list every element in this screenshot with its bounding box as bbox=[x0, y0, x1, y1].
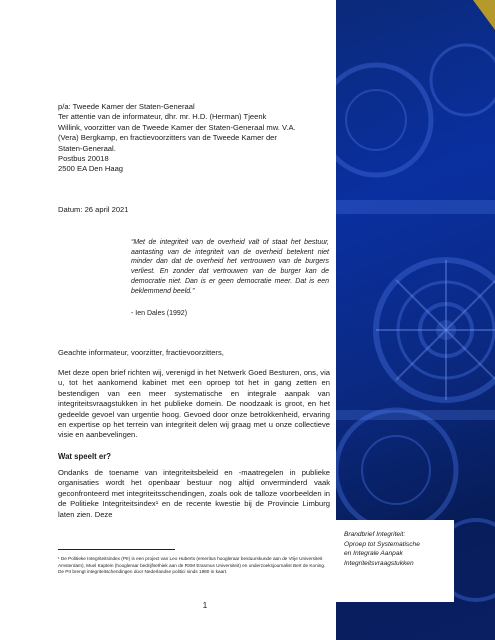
opening-quote: “Met de integriteit van de overheid valt of staat het bestuur, aantasting van de integriteit van de overheid betekent niet minder dan dat de overheid het vertrouwen van de burgers verliest. En zonder dat vertrouwen van de burger kan de democratie niet. Dan is er geen democratie meer. Dat is een beklemmend beeld.” bbox=[131, 239, 329, 295]
address-line: 2500 EA Den Haag bbox=[58, 164, 124, 174]
section-heading: Wat speelt er? bbox=[58, 452, 112, 461]
page-number: 1 bbox=[202, 601, 208, 610]
side-caption-line: Integriteitsvraagstukken bbox=[344, 559, 414, 567]
address-line: p/a: Tweede Kamer der Staten-Generaal bbox=[58, 102, 195, 111]
footnote: ¹ De Politieke Integriteitsindex (PII) is een project van Leo Huberts (emeritus hoogleraar bestuurskunde aan de Vrije Universiteit Amsterdam), Muel Kaptein (hoogleraar bedrijfsethiek aan de RSM Erasmus Universiteit) en onderzoeksjournalist Bert de Koning. De PII brengt integriteitschendingen door Nederlandse politici sinds 1980 in kaart. bbox=[58, 556, 326, 575]
side-caption-line: Brandbrief Integriteit: bbox=[344, 531, 406, 538]
salutation: Geachte informateur, voorzitter, fractievoorzitters, bbox=[58, 348, 224, 357]
side-caption-line: Oproep tot Systematische bbox=[344, 540, 420, 548]
footnote-divider bbox=[58, 549, 175, 550]
side-caption bbox=[336, 520, 454, 602]
address-line: Postbus 20018 bbox=[58, 154, 109, 164]
quote-attribution: - Ien Dales (1992) bbox=[131, 310, 188, 317]
side-caption-line: en Integrale Aanpak bbox=[344, 550, 403, 558]
letter-date: Datum: 26 april 2021 bbox=[58, 205, 129, 214]
address-line: Ter attentie van de informateur, dhr. mr. H.D. (Herman) Tjeenk bbox=[58, 112, 267, 122]
address-line: Staten-Generaal. bbox=[58, 143, 116, 153]
recipient-address bbox=[58, 102, 330, 175]
body-paragraph: Ondanks de toename van integriteitsbeleid en -maatregelen in publieke organisaties wordt het openbaar bestuur nog altijd onverminderd vaak geconfronteerd met integriteitsschendingen, zoals ook de talloze voorbeelden in de Politieke Integriteitsindex¹ en de recente kwestie bij de Provincie Limburg laten zien. Deze bbox=[58, 468, 330, 519]
body-paragraph: Met deze open brief richten wij, verenigd in het Netwerk Goed Besturen, ons, via u, tot het aankomend kabinet met een oproep tot het in gang zetten en bestendigen van een meer systematische en integrale aanpak van integriteitsvraagstukken in het publieke domein. De noodzaak is groot, en het gedeelde gevoel van urgentie hoog. Gevoed door onze betrokkenheid, ervaring en expertise op het terrein van integriteit delen wij graag met u onze collectieve visie en aanbevelingen. bbox=[58, 368, 330, 440]
gold-corner-accent bbox=[473, 0, 495, 30]
address-line: Willink, voorzitter van de Tweede Kamer der Staten-Generaal mw. V.A. bbox=[58, 122, 296, 132]
address-line: (Vera) Bergkamp, en fractievoorzitters van de Tweede Kamer der bbox=[58, 133, 277, 143]
